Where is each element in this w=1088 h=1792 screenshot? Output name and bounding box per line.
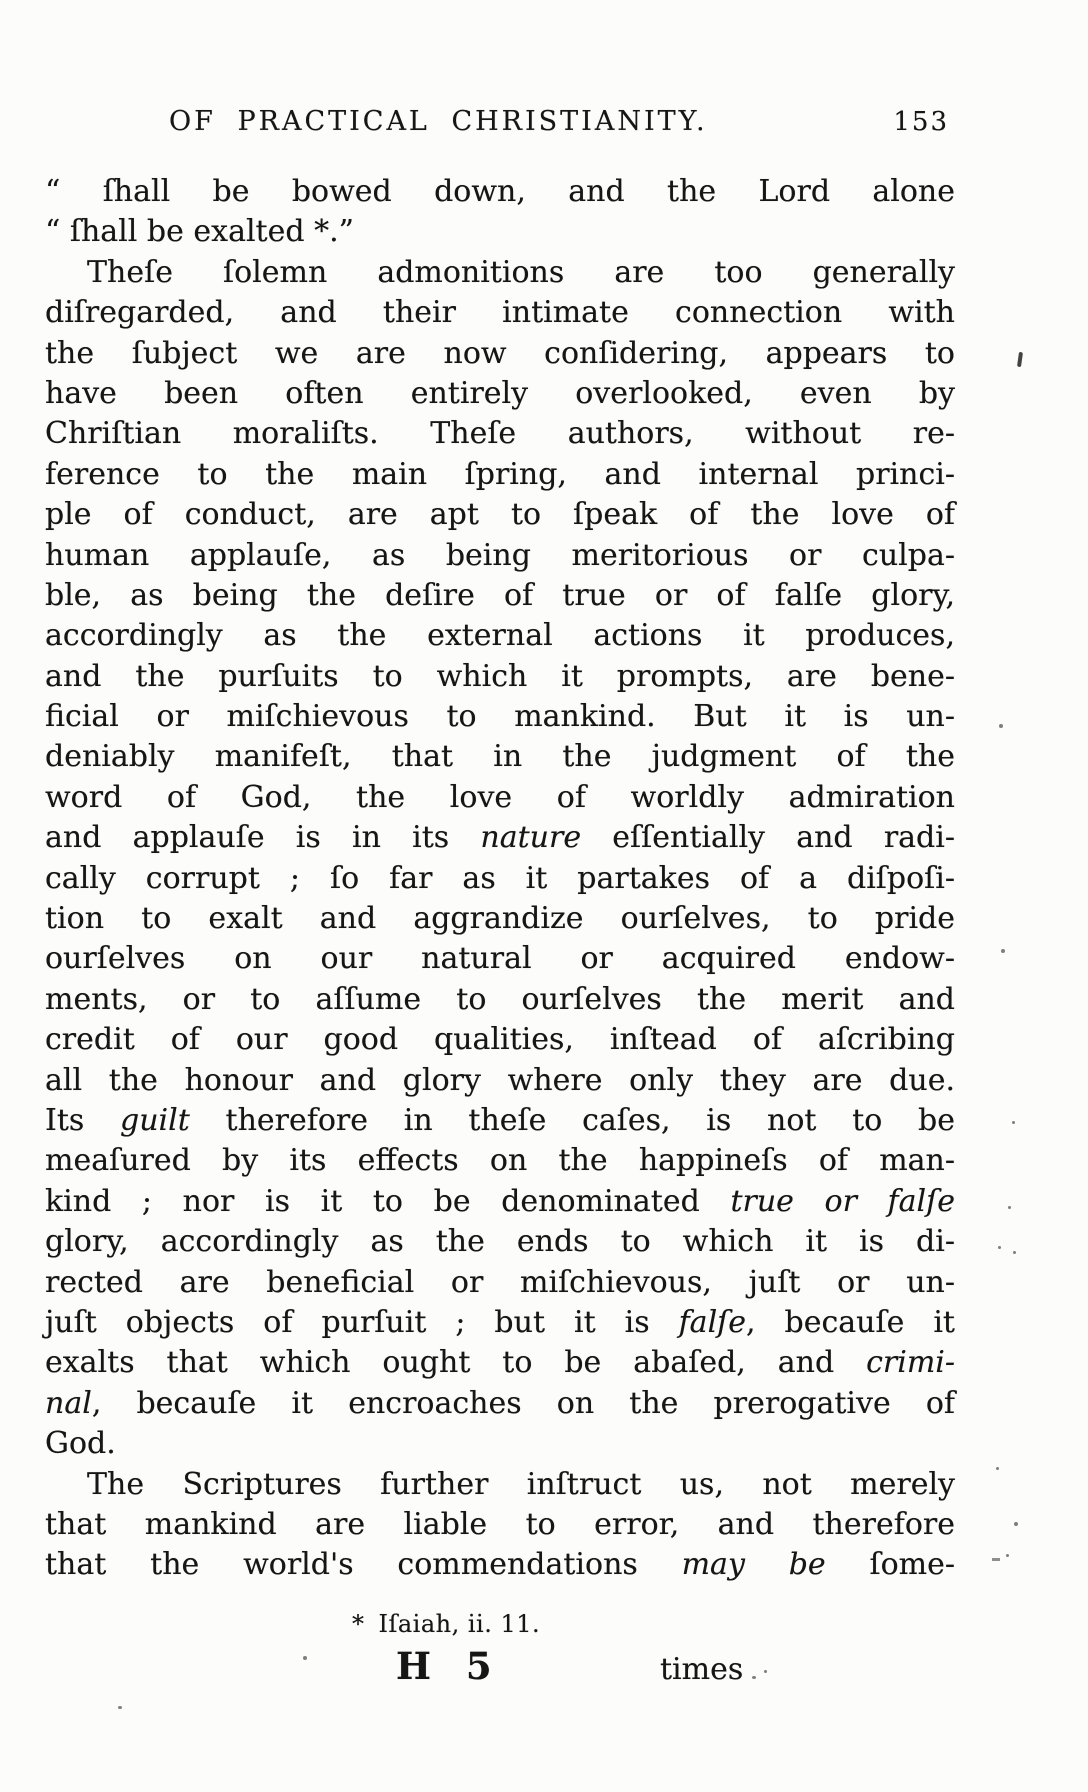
scan-speck <box>1012 1121 1015 1124</box>
text-segment: and applauſe is in its <box>45 820 481 856</box>
italic-text-segment: guilt <box>120 1102 190 1138</box>
signature-mark: H 5 <box>396 1644 493 1688</box>
text-line <box>45 980 955 1020</box>
italic-text-segment: crimi- <box>866 1345 955 1381</box>
catchword: times <box>660 1652 744 1687</box>
scan-speck <box>1008 1206 1011 1209</box>
text-segment: Its <box>45 1102 121 1138</box>
text-segment: Chriſtian moraliſts. Theſe authors, without re- <box>45 416 955 452</box>
text-line <box>45 172 955 212</box>
text-line <box>45 1222 955 1262</box>
text-segment: kind ; nor is it to be denominated <box>45 1183 731 1219</box>
footnote <box>352 1610 540 1638</box>
text-line <box>45 1384 955 1424</box>
text-line <box>45 1061 955 1101</box>
scan-speck <box>303 1656 307 1660</box>
scan-dash <box>992 1558 1000 1561</box>
text-line <box>45 576 955 616</box>
text-line <box>45 1182 955 1222</box>
footnote-marker: * <box>352 1610 365 1638</box>
text-segment: that the world's commendations <box>45 1547 682 1583</box>
text-line <box>45 495 955 535</box>
scan-speck <box>752 1676 756 1679</box>
italic-text-segment: nal <box>45 1385 92 1421</box>
running-header <box>45 106 955 142</box>
text-segment: “ ſhall be bowed down, and the Lord alone <box>45 174 955 209</box>
text-segment: “ ſhall be exalted *.” <box>45 214 354 250</box>
text-line <box>45 899 955 939</box>
italic-text-segment: nature <box>480 820 582 856</box>
text-segment: ſome- <box>825 1547 955 1583</box>
scan-ink-tick <box>1017 352 1023 367</box>
scan-speck <box>996 1467 999 1470</box>
text-segment: human applauſe, as being meritorious or culpa- <box>45 537 955 573</box>
text-segment: all the honour and glory where only they are due. <box>45 1062 955 1098</box>
text-line <box>45 1303 955 1343</box>
page-title: OF PRACTICAL CHRISTIANITY. <box>169 106 708 137</box>
text-line <box>45 697 955 737</box>
text-segment: ple of conduct, are apt to ſpeak of the love of <box>45 497 955 533</box>
text-segment: rected are beneficial or miſchievous, juſt or un- <box>45 1264 955 1300</box>
scan-speck <box>1014 1522 1018 1526</box>
text-line <box>45 1424 955 1464</box>
text-line <box>45 374 955 414</box>
text-segment: ficial or miſchievous to mankind. But it is un- <box>45 699 955 735</box>
text-segment: deniably manifeſt, that in the judgment of the <box>45 739 955 775</box>
text-segment: juſt objects of purſuit ; but it is <box>45 1304 679 1340</box>
scan-speck <box>118 1706 122 1709</box>
scan-speck <box>764 1670 767 1673</box>
text-segment: meaſured by its effects on the happineſs of man- <box>45 1143 955 1179</box>
text-line <box>45 1101 955 1141</box>
text-segment: exalts that which ought to be abaſed, and <box>45 1345 867 1381</box>
italic-text-segment: may be <box>681 1547 826 1583</box>
text-segment: God. <box>45 1426 116 1462</box>
body-text <box>45 172 955 1586</box>
text-line <box>45 414 955 454</box>
text-line <box>45 818 955 858</box>
text-segment: , becauſe it encroaches on the prerogative of <box>91 1385 955 1421</box>
text-segment: accordingly as the external actions it produces, <box>45 618 955 654</box>
scan-speck <box>998 1246 1001 1249</box>
text-line <box>45 939 955 979</box>
text-segment: and the purſuits to which it prompts, are bene- <box>45 658 955 694</box>
text-segment: that mankind are liable to error, and therefore <box>45 1506 955 1542</box>
text-segment: therefore in theſe caſes, is not to be <box>189 1102 955 1138</box>
page-number: 153 <box>893 107 949 137</box>
text-line <box>45 334 955 374</box>
text-line <box>45 1263 955 1303</box>
text-line <box>45 737 955 777</box>
text-segment: glory, accordingly as the ends to which it is di- <box>45 1224 955 1260</box>
italic-text-segment: true or falſe <box>730 1183 955 1219</box>
text-segment: cally corrupt ; ſo far as it partakes of a diſpoſi- <box>45 860 955 896</box>
text-segment: the ſubject we are now conſidering, appears to <box>45 335 955 371</box>
text-line <box>45 616 955 656</box>
text-segment: credit of our good qualities, inſtead of aſcribing <box>45 1022 955 1058</box>
text-line <box>45 1505 955 1545</box>
text-line <box>45 1465 955 1505</box>
text-line <box>45 859 955 899</box>
text-line <box>45 1141 955 1181</box>
text-line <box>45 536 955 576</box>
text-segment: tion to exalt and aggrandize ourſelves, to pride <box>45 901 955 937</box>
text-segment: ourſelves on our natural or acquired endow- <box>45 941 955 977</box>
scan-speck <box>1001 949 1005 953</box>
scan-speck <box>1013 1251 1016 1254</box>
text-segment: ments, or to aſſume to ourſelves the merit and <box>45 981 955 1017</box>
text-line <box>45 778 955 818</box>
footnote-text: Iſaiah, ii. 11. <box>378 1610 541 1638</box>
text-line <box>45 212 955 252</box>
text-segment: Theſe ſolemn admonitions are too generally <box>87 254 955 290</box>
text-segment: word of God, the love of worldly admiration <box>45 779 955 815</box>
text-line <box>45 455 955 495</box>
text-line <box>45 657 955 697</box>
scan-speck <box>1006 1554 1009 1557</box>
italic-text-segment: falſe <box>678 1304 747 1340</box>
text-segment: , becauſe it <box>746 1304 955 1340</box>
text-line <box>45 293 955 333</box>
scan-speck <box>999 724 1003 728</box>
text-segment: ble, as being the deſire of true or of falſe glory, <box>45 577 955 613</box>
text-segment: have been often entirely overlooked, even by <box>45 375 955 411</box>
text-line <box>45 253 955 293</box>
text-line <box>45 1545 955 1585</box>
text-segment: diſregarded, and their intimate connection with <box>45 295 955 331</box>
text-segment: The Scriptures further inſtruct us, not merely <box>87 1466 955 1502</box>
text-line <box>45 1020 955 1060</box>
text-line <box>45 1343 955 1383</box>
text-segment: eſſentially and radi- <box>581 820 955 856</box>
text-segment: ference to the main ſpring, and internal princi- <box>45 456 955 492</box>
